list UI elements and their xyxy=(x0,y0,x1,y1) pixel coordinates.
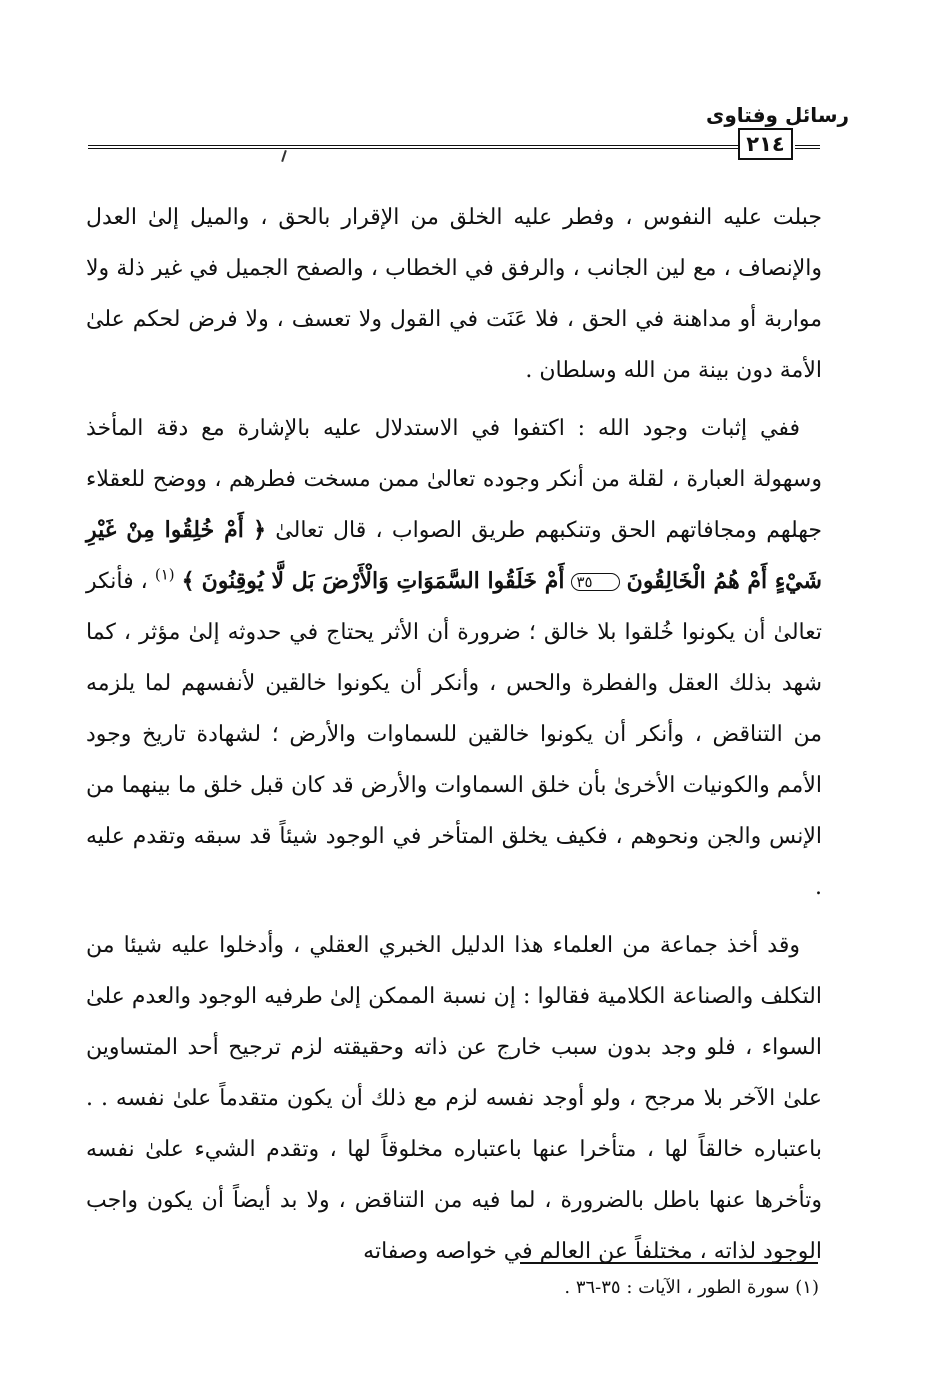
paragraph-2-continuation: ، فأنكر تعالىٰ أن يكونوا خُلقوا بلا خالق ؛ ضرورة أن الأثر يحتاج في حدوثه إلىٰ مؤثر ، كما شهد بذلك العقل والفطرة والحس ، وأنكر أن يكونوا خالقين لأنفسهم لما يلزمه من التناقض ، وأنكر أن يكونوا خالقين للسماوات والأرض ؛ لشهادة تاريخ وجود الأمم والكونيات الأخرىٰ بأن خلق السماوات والأرض قد كان قبل خلق ما بينهما من الإنس والجن ونحوهم ، فكيف يخلق المتأخر في الوجود شيئاً قد سبقه وتقدم عليه . xyxy=(86,569,822,900)
stray-ink-mark xyxy=(281,150,287,162)
quran-open-bracket: ﴿ xyxy=(253,517,267,543)
footnote-separator xyxy=(520,1262,818,1264)
running-title: رسائل وفتاوى xyxy=(706,103,849,127)
paragraph-1: جبلت عليه النفوس ، وفطر عليه الخلق من الإقرار بالحق ، والميل إلىٰ العدل والإنصاف ، مع لين الجانب ، والرفق في الخطاب ، والصفح الجميل في غير ذلة ولا مواربة أو مداهنة في الحق ، فلا عَنَت في القول ولا تعسف ، ولا فرض لحكم علىٰ الأمة دون بينة من الله وسلطان . xyxy=(86,205,822,383)
main-text xyxy=(86,192,822,1277)
header-rule xyxy=(88,145,738,149)
ayah-number-marker: ٣٥ xyxy=(571,573,619,591)
footnote-reference[interactable]: (١) xyxy=(154,565,175,584)
footnote: (١) سورة الطور ، الآيات : ٣٥-٣٦ . xyxy=(564,1277,819,1298)
paragraph-2-intro: ففي إثبات وجود الله : اكتفوا في الاستدلال عليه بالإشارة مع دقة المأخذ وسهولة العبارة ، لقلة من أنكر وجوده تعالىٰ ممن مسخت فطرهم ، ووضح للعقلاء جهلهم ومجافاتهم الحق وتنكبهم طريق الصواب ، قال تعالىٰ xyxy=(86,416,823,543)
header-rule-end xyxy=(795,145,820,149)
quran-close-bracket: ﴾ xyxy=(181,568,195,594)
quran-verse-36: أَمْ خَلَقُوا السَّمَوَاتِ وَالْأَرْضَ بَل لَّا يُوقِنُونَ xyxy=(201,568,565,594)
quran-verse-35: أَمْ خُلِقُوا مِنْ غَيْرِ شَيْءٍ أَمْ هُمُ الْخَالِقُونَ xyxy=(86,517,822,594)
paragraph-3: وقد أخذ جماعة من العلماء هذا الدليل الخبري العقلي ، وأدخلوا عليه شيئا من التكلف والصناعة الكلامية فقالوا : إن نسبة الممكن إلىٰ طرفيه الوجود والعدم علىٰ السواء ، فلو وجد بدون سبب خارج عن ذاته وحقيقته لزم ترجيح أحد المتساوين علىٰ الآخر بلا مرجح ، ولو أوجد نفسه لزم مع ذلك أن يكون متقدماً علىٰ نفسه . . باعتباره خالقاً لها ، متأخرا عنها باعتباره مخلوقاً لها ، وتقدم الشيء علىٰ نفسه وتأخرها عنها باطل بالضرورة ، لما فيه من التناقض ، ولا بد أيضاً أن يكون واجب الوجود لذاته ، مختلفاً عن العالم في خواصه وصفاته xyxy=(86,933,823,1264)
paragraph-2 xyxy=(86,403,822,913)
page-number: ٢١٤ xyxy=(738,128,793,160)
